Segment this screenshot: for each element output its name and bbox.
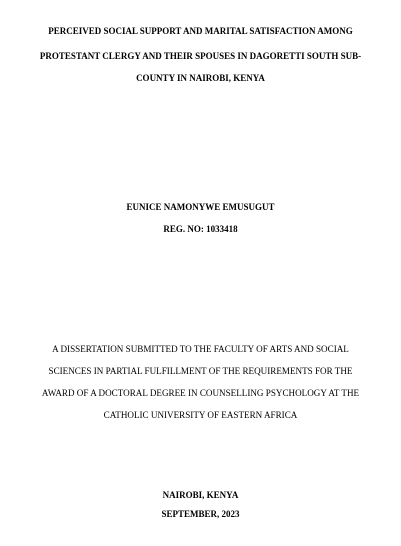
statement-line-2: SCIENCES IN PARTIAL FULFILLMENT OF THE REQUIREMENTS FOR THE (48, 366, 353, 376)
place: NAIROBI, KENYA (162, 490, 239, 500)
statement-line-3: AWARD OF A DOCTORAL DEGREE IN COUNSELLING PSYCHOLOGY AT THE (41, 388, 360, 398)
title-line-1: PERCEIVED SOCIAL SUPPORT AND MARITAL SATISFACTION AMONG (48, 26, 353, 36)
statement-line-4: CATHOLIC UNIVERSITY OF EASTERN AFRICA (103, 410, 298, 420)
title-line-3: COUNTY IN NAIROBI, KENYA (136, 73, 265, 83)
title-line-2: PROTESTANT CLERGY AND THEIR SPOUSES IN DAGORETTI SOUTH SUB- (39, 51, 362, 61)
author-name: EUNICE NAMONYWE EMUSUGUT (126, 202, 275, 212)
registration-number: REG. NO: 1033418 (163, 224, 238, 234)
statement-line-1: A DISSERTATION SUBMITTED TO THE FACULTY OF ARTS AND SOCIAL (52, 344, 349, 354)
date: SEPTEMBER, 2023 (161, 509, 240, 519)
